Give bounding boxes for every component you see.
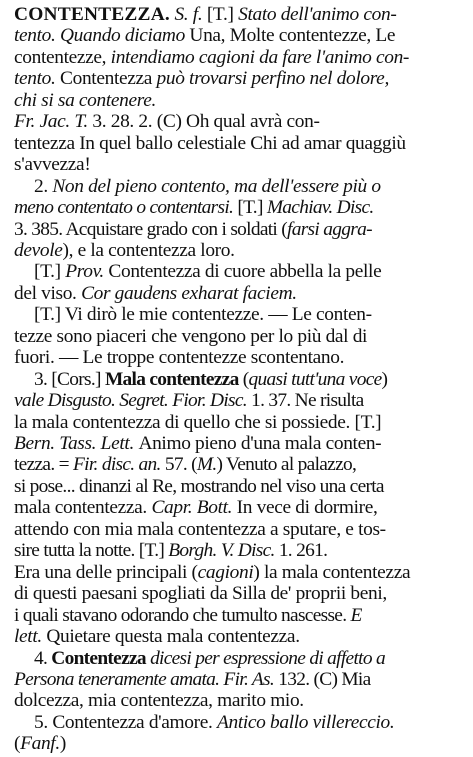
text-segment: E [350,604,362,626]
text-segment: attendo con mia mala contentezza a sputare, e tos- [14,518,386,540]
text-segment: 3. 385. Acquistare grado con i soldati ( [14,218,288,240]
text-segment: S. f. [169,4,207,25]
text-segment: cagioni [197,561,254,583]
text-segment: 5. Contentezza d'amore. [34,711,217,733]
text-segment: ) la mala contentezza [253,561,411,583]
text-segment: devole [14,239,63,261]
text-segment: 1. 37. Ne risulta [251,390,364,412]
text-segment: Animo pieno d'una mala conten- [138,433,382,454]
text-segment: Contentezza [51,647,151,669]
text-segment: Una, Molte contentezze, Le [189,25,396,47]
text-segment: Contentezza [60,68,157,90]
text-segment: 57. ( [164,454,197,476]
text-segment: farsi aggra- [287,218,372,240]
text-segment: [T.] [237,197,267,219]
text-segment: [T.] [34,261,66,283]
text-segment: sire tutta la notte. [T.] [14,540,169,562]
text-segment: di questi paesani spogliati da Silla de' proprii beni, [14,583,387,605]
text-segment: 2. [34,175,53,197]
text-segment: contentezze, [14,46,111,68]
text-segment: i quali stavano odorando che tumulto nascesse. [14,604,351,626]
text-segment: ) [381,368,388,390]
text-segment: meno contentato o contentarsi. [14,197,238,219]
text-segment: Persona teneramente amata. Fir. As. [14,668,279,690]
text-segment: M. [196,454,217,476]
text-segment: Capr. Bott. [151,497,237,519]
text-segment: tezza. = [14,454,73,476]
text-segment: lett. [14,626,47,648]
text-segment: ), e la contentezza loro. [62,239,235,261]
text-segment: mala contentezza. [14,497,152,519]
text-segment: 3. 28. 2. (C) Oh qual avrà con- [92,111,320,133]
text-segment: può trovarsi perfino nel dolore, [156,68,389,90]
text-segment: dicesi per espressione di affetto a [150,647,385,669]
headword: CONTENTEZZA. [14,4,170,25]
text-segment: 3. [Cors.] [34,368,105,390]
text-segment: Mala contentezza [104,368,243,390]
text-segment: intendiamo cagioni da fare l'animo con- [110,46,410,68]
text-segment: la mala contentezza di quello che si possiede. [T.] [14,411,382,433]
text-segment: Antico ballo villereccio. [217,711,395,733]
text-segment: tento. [14,68,61,90]
text-segment: 1. 261. [278,540,328,562]
text-segment: In vece di dormire, [236,497,378,519]
text-segment: Era una delle principali ( [14,561,198,583]
text-segment: tezze sono piaceri che vengono per lo più dal di [14,325,368,347]
text-line [14,730,463,757]
text-segment: Machiav. Disc. [266,197,374,219]
text-segment: fuori. — Le troppe contentezze scontentano. [14,347,345,369]
text-segment: Cor gaudens exharat faciem. [81,282,297,304]
text-segment: Fir. disc. an. [73,454,165,476]
text-segment: chi si sa contenere. [14,89,156,111]
text-segment: [T.] [206,4,239,25]
text-segment: Stato dell'animo con- [238,4,397,25]
text-segment: dolcezza, mia contentezza, marito mio. [14,690,304,712]
text-segment: 4. [34,647,52,669]
text-segment: tentezza In quel ballo celestiale Chi ad amar quaggiù [14,132,406,154]
text-segment: Bern. Tass. Lett. [14,433,139,454]
text-segment: [T.] Vi dirò le mie contentezze. — Le conten- [34,304,372,326]
text-segment: Non del pieno contento, ma dell'essere più o [52,175,381,197]
text-segment: si pose... dinanzi al Re, mostrando nel viso una certa [14,475,384,497]
text-segment: Contentezza di cuore abbella la pelle [108,261,382,283]
text-segment: tento. Quando diciamo [14,25,190,47]
text-segment: ) [59,733,66,755]
text-segment: Quietare questa mala contentezza. [46,626,300,648]
text-segment: del viso. [14,282,82,304]
text-segment: 132. (C) Mia [278,668,371,690]
text-segment: quasi tutt'una voce [248,368,382,390]
text-segment: Fanf. [20,733,60,755]
text-segment: Borgh. V. Disc. [168,540,279,562]
text-segment: ( [242,368,249,390]
text-segment: ) Venuto al palazzo, [216,454,357,476]
text-segment: Fr. Jac. T. [14,111,93,133]
text-segment: s'avvezza! [14,154,91,176]
text-segment: Prov. [65,261,109,283]
text-segment: vale Disgusto. Segret. Fior. Disc. [14,390,252,412]
text-segment: ( [14,733,21,755]
